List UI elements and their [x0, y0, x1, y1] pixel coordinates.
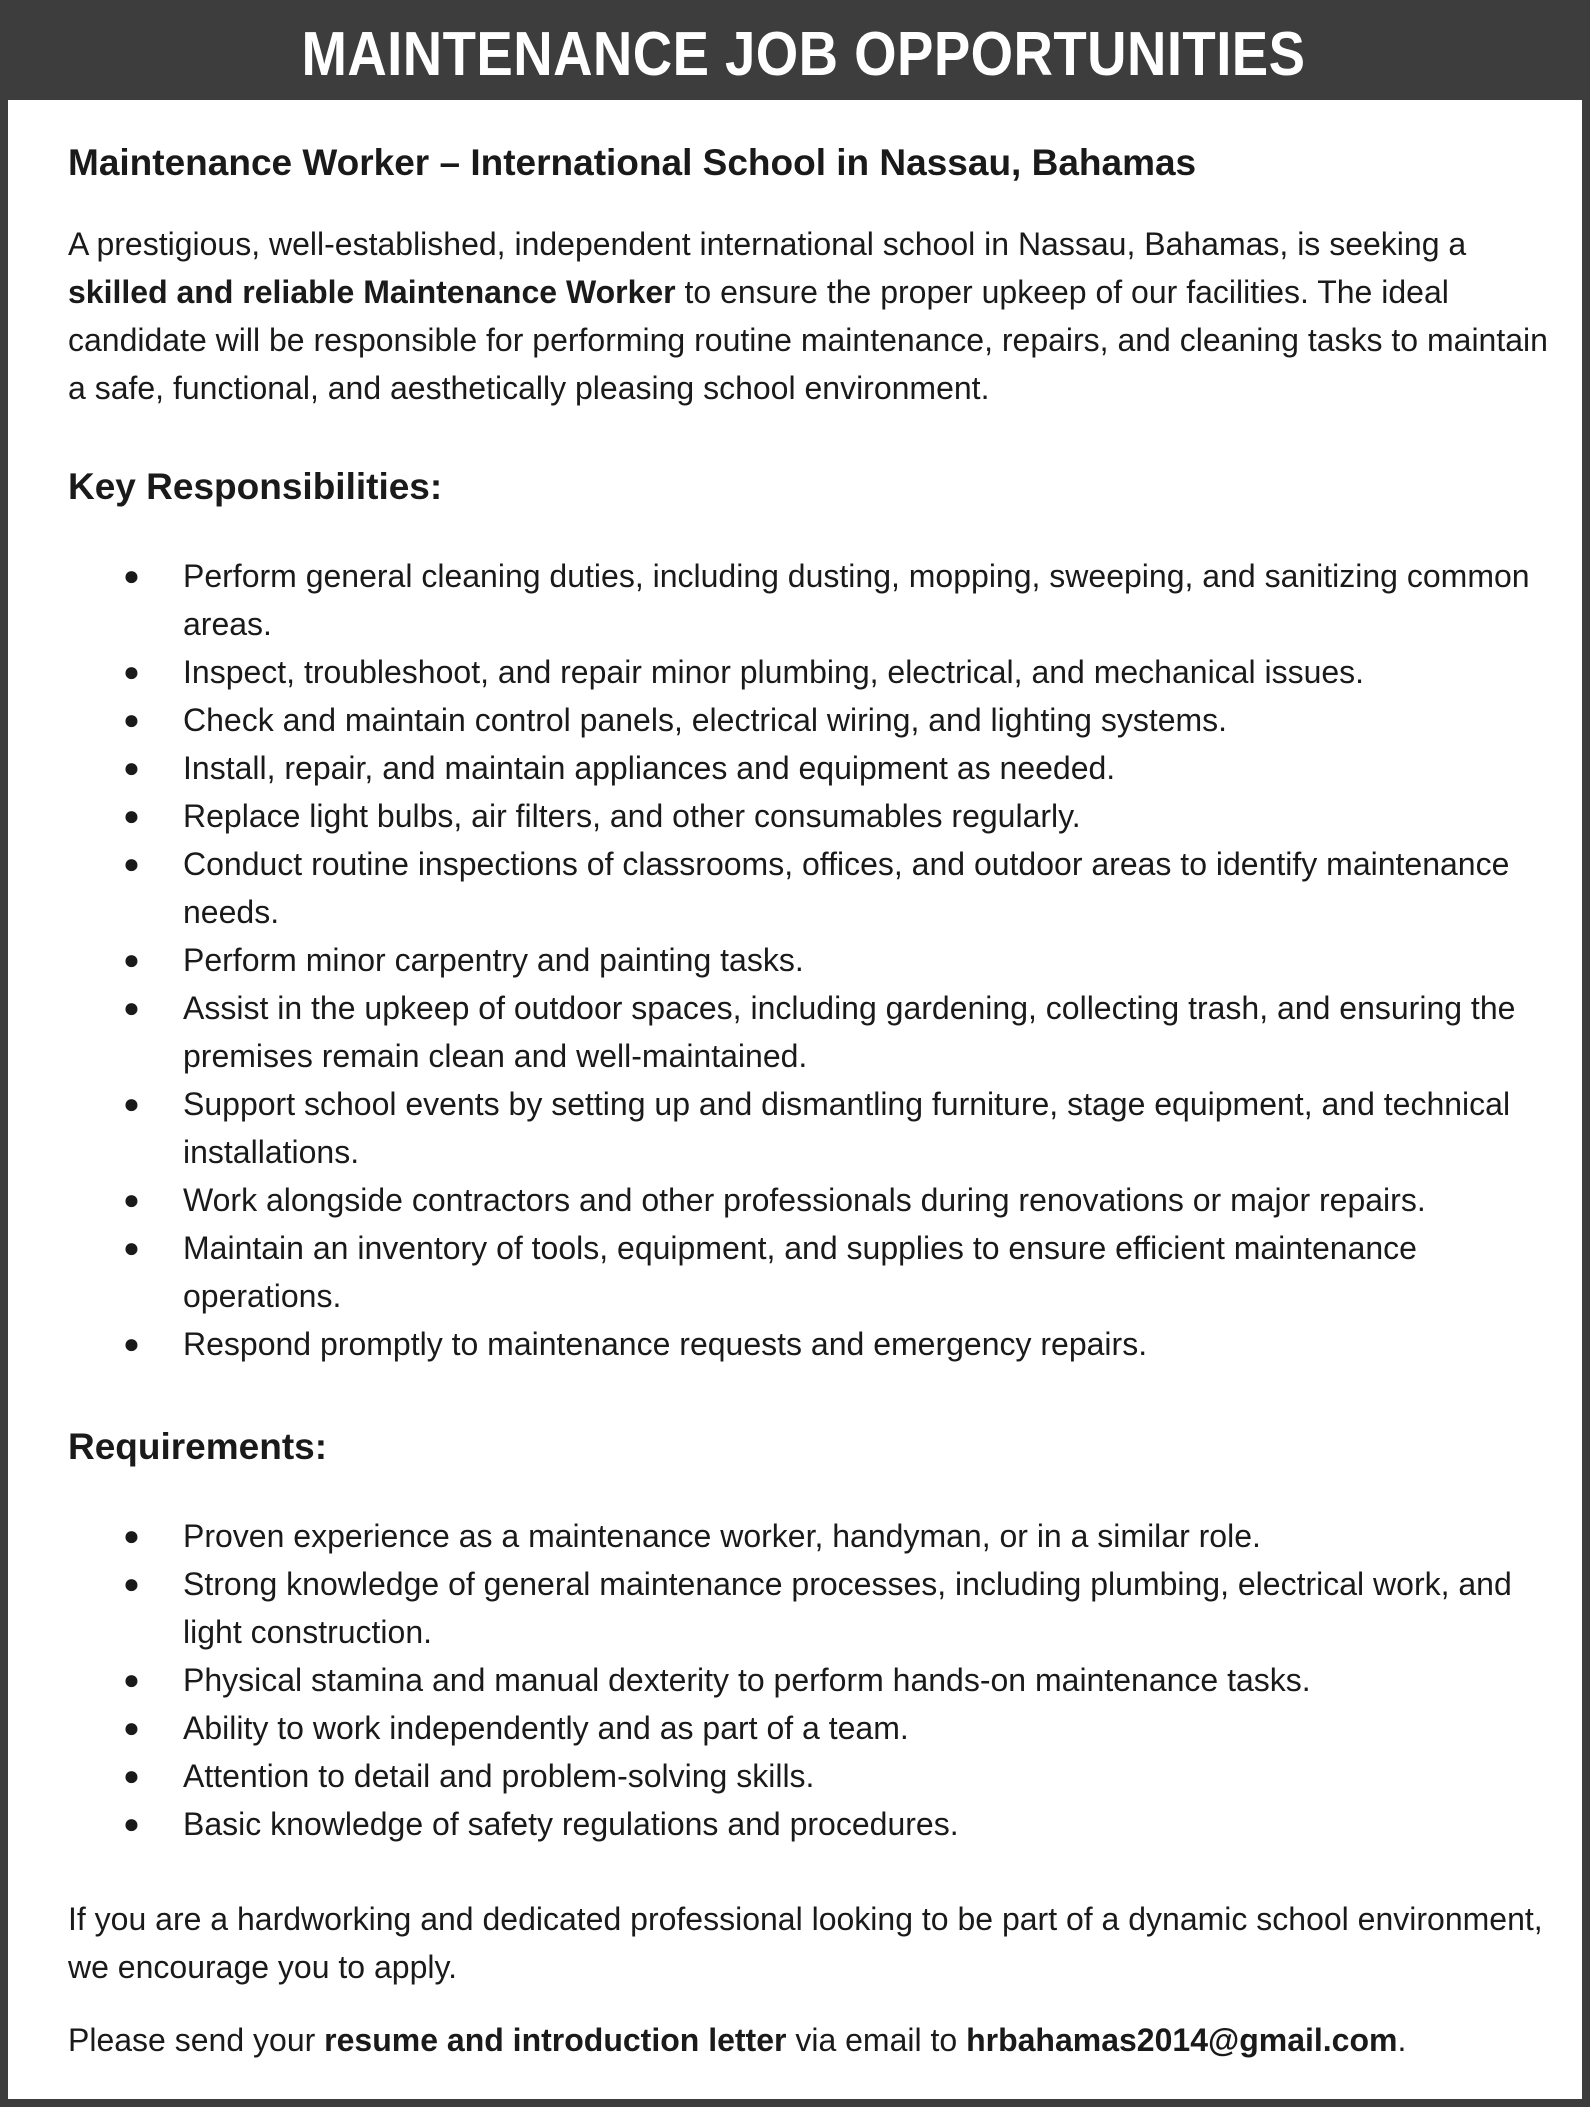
bullet-icon: ●: [123, 944, 140, 975]
apply-documents: resume and introduction letter: [324, 2022, 787, 2058]
list-item-text: Conduct routine inspections of classrooms, offices, and outdoor areas to identify maintenance needs.: [183, 846, 1510, 930]
bullet-icon: ●: [123, 1760, 140, 1791]
bullet-icon: ●: [123, 1664, 140, 1695]
requirements-heading: Requirements:: [68, 1426, 328, 1467]
list-item: [68, 648, 1568, 696]
bullet-icon: ●: [123, 1808, 140, 1839]
list-item: [68, 1176, 1568, 1224]
list-item: [68, 1656, 1568, 1704]
bullet-icon: ●: [123, 1328, 140, 1359]
list-item: [68, 1560, 1568, 1656]
list-item-text: Attention to detail and problem-solving skills.: [183, 1758, 815, 1794]
list-item: [68, 1320, 1568, 1368]
job-content: [68, 138, 1568, 2064]
list-item-text: Assist in the upkeep of outdoor spaces, including gardening, collecting trash, and ensuring the premises remain clean and well-maintained.: [183, 990, 1516, 1074]
list-item: [68, 936, 1568, 984]
job-intro: [68, 220, 1568, 412]
responsibilities-list: [68, 552, 1568, 1368]
contact-email[interactable]: hrbahamas2014@gmail.com: [966, 2022, 1398, 2058]
list-item-text: Physical stamina and manual dexterity to perform hands-on maintenance tasks.: [183, 1662, 1311, 1698]
list-item-text: Ability to work independently and as part of a team.: [183, 1710, 909, 1746]
bullet-icon: ●: [123, 1184, 140, 1215]
responsibilities-heading: Key Responsibilities:: [68, 466, 443, 507]
job-title: Maintenance Worker – International School in Nassau, Bahamas: [68, 142, 1197, 183]
intro-bold-role: skilled and reliable Maintenance Worker: [68, 274, 676, 310]
bullet-icon: ●: [123, 1232, 140, 1263]
list-item-text: Support school events by setting up and dismantling furniture, stage equipment, and technical installations.: [183, 1086, 1511, 1170]
list-item: [68, 1800, 1568, 1848]
list-item: [68, 1704, 1568, 1752]
list-item-text: Proven experience as a maintenance worker, handyman, or in a similar role.: [183, 1518, 1261, 1554]
apply-instructions: [68, 2016, 1568, 2064]
list-item-text: Perform general cleaning duties, including dusting, mopping, sweeping, and sanitizing common areas.: [183, 558, 1530, 642]
list-item: [68, 984, 1568, 1080]
bullet-icon: ●: [123, 992, 140, 1023]
intro-text-2: to ensure the proper upkeep of our facilities. The ideal candidate will be responsible for performing routine maintenance, repairs, and cleaning tasks to maintain a safe, functional, and aesthetically pleasing school environment.: [68, 274, 1548, 406]
apply-text-3: .: [1397, 2022, 1407, 2058]
bullet-icon: ●: [123, 1520, 140, 1551]
list-item-text: Basic knowledge of safety regulations and procedures.: [183, 1806, 959, 1842]
bullet-icon: ●: [123, 1088, 140, 1119]
list-item: [68, 1752, 1568, 1800]
requirements-list: [68, 1512, 1568, 1848]
list-item: [68, 1224, 1568, 1320]
bullet-icon: ●: [123, 704, 140, 735]
list-item-text: Maintain an inventory of tools, equipment, and supplies to ensure efficient maintenance operations.: [183, 1230, 1417, 1314]
list-item-text: Replace light bulbs, air filters, and other consumables regularly.: [183, 798, 1081, 834]
banner: [8, 8, 1590, 100]
apply-text-2: via email to: [786, 2022, 967, 2058]
bullet-icon: ●: [123, 656, 140, 687]
banner-title: MAINTENANCE JOB OPPORTUNITIES: [300, 19, 1305, 89]
bullet-icon: ●: [123, 1712, 140, 1743]
list-item: [68, 792, 1568, 840]
list-item-text: Inspect, troubleshoot, and repair minor plumbing, electrical, and mechanical issues.: [183, 654, 1365, 690]
closing-paragraph: If you are a hardworking and dedicated professional looking to be part of a dynamic school environment, we encourage you to apply.: [68, 1901, 1543, 1985]
list-item-text: Perform minor carpentry and painting tasks.: [183, 942, 804, 978]
list-item-text: Install, repair, and maintain appliances and equipment as needed.: [183, 750, 1116, 786]
intro-text-1: A prestigious, well-established, independent international school in Nassau, Bahamas, is seeking a: [68, 226, 1467, 262]
list-item-text: Respond promptly to maintenance requests and emergency repairs.: [183, 1326, 1148, 1362]
bullet-icon: ●: [123, 752, 140, 783]
list-item-text: Strong knowledge of general maintenance processes, including plumbing, electrical work, and light construction.: [183, 1566, 1512, 1650]
bullet-icon: ●: [123, 800, 140, 831]
bullet-icon: ●: [123, 560, 140, 591]
list-item-text: Check and maintain control panels, electrical wiring, and lighting systems.: [183, 702, 1228, 738]
list-item-text: Work alongside contractors and other professionals during renovations or major repairs.: [183, 1182, 1426, 1218]
list-item: [68, 1080, 1568, 1176]
list-item: [68, 552, 1568, 648]
list-item: [68, 840, 1568, 936]
list-item: [68, 744, 1568, 792]
list-item: [68, 1512, 1568, 1560]
list-item: [68, 696, 1568, 744]
apply-text-1: Please send your: [68, 2022, 325, 2058]
bullet-icon: ●: [123, 1568, 140, 1599]
bullet-icon: ●: [123, 848, 140, 879]
